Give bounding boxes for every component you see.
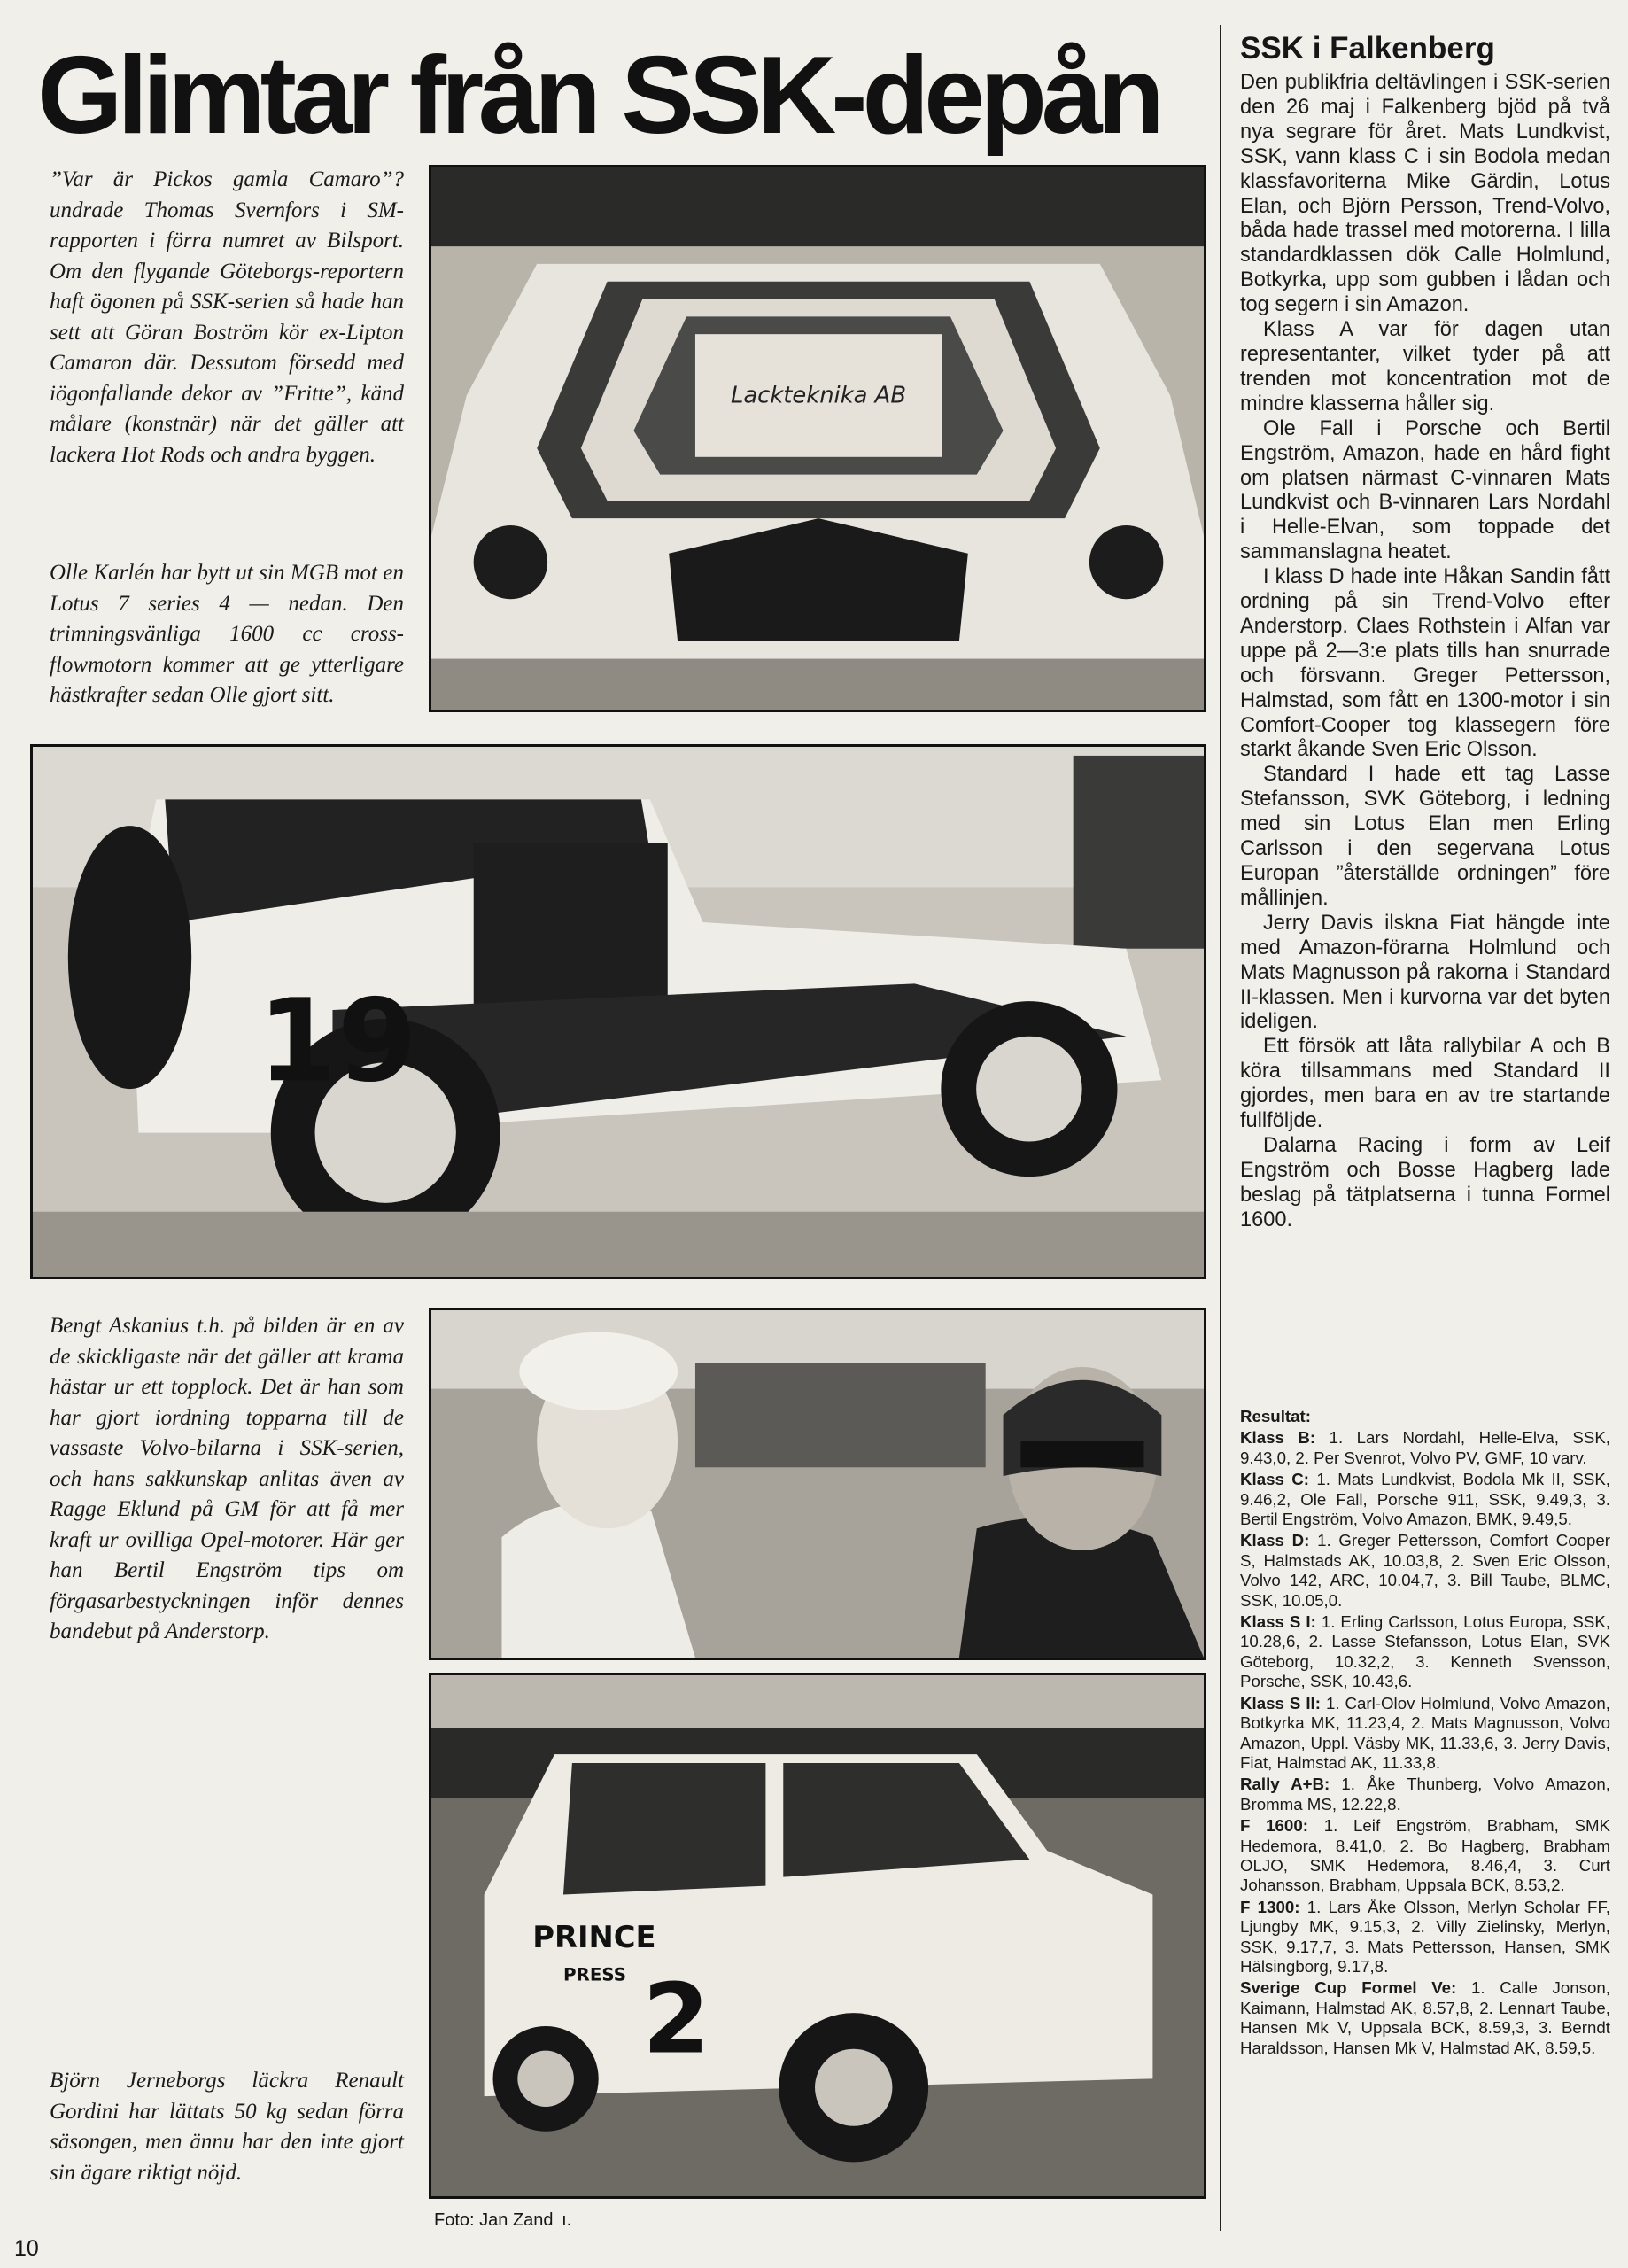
caption-lotus: Olle Karlén har bytt ut sin MGB mot en Lotus 7 series 4 — nedan. Den trimningsvänliga 1600 cc cross-flowmotorn kommer att ge ytterligare hästkrafter sedan Olle gjort sitt. — [50, 561, 404, 707]
photo-camaro — [429, 165, 1206, 712]
photo-gordini — [429, 1673, 1206, 2199]
article-paragraph: Ole Fall i Porsche och Bertil Engström, Amazon, hade en hård fight om platsen närmast C-vinnaren Mats Lundkvist och B-vinnaren Lars Nordahl i Helle-Elvan, som toppade det sammanslagna heatet. — [1240, 416, 1610, 564]
result-entry — [1240, 1775, 1610, 1814]
caption-camaro: ”Var är Pickos gamla Camaro”? undrade Thomas Svernfors i SM-rapporten i förra numret av Bilsport. Om den flygande Göteborgs-reportern haft ögonen på SSK-serien så hade han sett att Göran Boström kör ex-Lipton Camaron där. Dessutom försedd med iögonfallande dekor av ”Fritte”, känd målare (konstnär) när det gäller att lackera Hot Rods och andra byggen. — [50, 167, 404, 467]
camaro-hood-text: Lackteknika AB — [730, 382, 907, 409]
caption-askanius: Bengt Askanius t.h. på bilden är en av de skickligaste när det gäller att krama hästar ur ett topplock. Det är han som har gjort iordning topparna till de vassaste Volvo-bilarna i SSK-serien, och hans sakkunskap anlitas även av Ragge Eklund på GM för att få mer kraft ur ovilliga Opel-motorer. Här ger han Bertil Engström tips om förgasarbestyckningen inför dennes bandebut på Anderstorp. — [50, 1314, 404, 1643]
article-paragraph: Ett försök att låta rallybilar A och B köra tillsammans med Standard II gjordes, men bara en av tre startande fullföljde. — [1240, 1035, 1610, 1133]
result-entry — [1240, 1470, 1610, 1529]
result-class: Klass B: — [1240, 1428, 1316, 1448]
photo-askanius — [429, 1308, 1206, 1660]
result-entry — [1240, 1898, 1610, 1977]
headline: Glimtar från SSK-depån — [37, 35, 1159, 157]
column-divider — [1220, 25, 1221, 2231]
result-class: Klass C: — [1240, 1470, 1309, 1489]
result-class: Rally A+B: — [1240, 1775, 1330, 1794]
result-text: 1. Erling Carlsson, Lotus Europa, SSK, 10.28,6, 2. Lasse Stefansson, Lotus Elan, SVK Göteborg, 10.32,2, 3. Kenneth Svensson, Porsche, SSK, 10.43,6. — [1240, 1612, 1610, 1691]
article-title: SSK i Falkenberg — [1240, 31, 1495, 66]
result-entry — [1240, 1978, 1610, 2058]
result-text: 1. Mats Lundkvist, Bodola Mk II, SSK, 9.46,2, Ole Fall, Porsche 911, SSK, 9.49,3, 3. Bertil Engström, Volvo Amazon, BMK, 9.49,5. — [1240, 1470, 1610, 1529]
result-class: Klass S I: — [1240, 1612, 1316, 1632]
article-paragraph: I klass D hade inte Håkan Sandin fått ordning på sin Trend-Volvo efter Anderstorp. Claes Rothstein i Alfan var uppe på 2—3:e plats tills han snurrade och försvann. Greger Pettersson, Halmstad, som fått en 1300-motor i sin Comfort-Cooper tog klassegern före starkt åkande Sven Eric Olsson. — [1240, 565, 1610, 762]
results-title: Resultat: — [1240, 1407, 1311, 1425]
result-class: Sverige Cup Formel Ve: — [1240, 1978, 1457, 1998]
article-paragraph: Klass A var för dagen utan representanter, vilket tyder på att trenden mot koncentration mot de mindre klasserna håller sig. — [1240, 318, 1610, 416]
result-text: 1. Calle Jonson, Kaimann, Halmstad AK, 8.57,8, 2. Lennart Taube, Hansen Mk V, Uppsala BCK, 8.59,3, 3. Berndt Haraldsson, Hansen Mk V, Halmstad AK, 8.59,5. — [1240, 1978, 1610, 2057]
result-text: 1. Lars Nordahl, Helle-Elva, SSK, 9.43,0, 2. Per Svenrot, Volvo PV, GMF, 10 varv. — [1240, 1428, 1610, 1467]
result-text: 1. Åke Thunberg, Volvo Amazon, Bromma MS, 12.22,8. — [1240, 1775, 1610, 1814]
article-body — [1240, 71, 1610, 1233]
results-block — [1240, 1407, 1610, 2060]
result-entry — [1240, 1531, 1610, 1611]
photo-credit: Foto: Jan Zand ı. — [434, 2210, 572, 2230]
lotus-race-number: 19 — [257, 975, 417, 1108]
result-class: F 1600: — [1240, 1816, 1308, 1836]
gordini-brand: PRINCE — [532, 1919, 656, 1954]
caption-gordini: Björn Jerneborgs läckra Renault Gordini har lättats 50 kg sedan förra säsongen, men ännu har den inte gjort sin ägare riktigt nöjd. — [50, 2069, 404, 2185]
result-entry — [1240, 1428, 1610, 1468]
result-text: 1. Lars Åke Olsson, Merlyn Scholar FF, Ljungby MK, 9.15,3, 2. Villy Zielinsky, Merlyn, SSK, 9.17,7, 3. Mats Pettersson, Hansen, SMK Hälsingborg, 9.17,8. — [1240, 1897, 1611, 1976]
gordini-race-number: 2 — [642, 1962, 710, 2076]
article-paragraph: Standard I hade ett tag Lasse Stefansson, SVK Göteborg, i ledning med sin Lotus Elan men Erling Carlsson i den segervana Lotus Europan ”återställde ordningen” före mållinjen. — [1240, 763, 1610, 910]
article-paragraph: Dalarna Racing i form av Leif Engström och Bosse Hagberg lade beslag på tätplatserna i tunna Formel 1600. — [1240, 1133, 1610, 1231]
page-number: 10 — [14, 2236, 39, 2261]
result-class: F 1300: — [1240, 1897, 1300, 1916]
result-class: Klass D: — [1240, 1531, 1310, 1550]
result-text: 1. Greger Pettersson, Comfort Cooper S, Halmstads AK, 10.03,8, 2. Sven Eric Olsson, Volvo 142, ARC, 10.04,7, 3. Bill Taube, BLMC, SSK, 10.05,0. — [1240, 1531, 1610, 1610]
result-class: Klass S II: — [1240, 1693, 1321, 1713]
result-entry — [1240, 1694, 1610, 1774]
gordini-sub: PRESS — [562, 1964, 627, 1985]
result-text: 1. Carl-Olov Holmlund, Volvo Amazon, Botkyrka MK, 11.23,4, 2. Mats Magnusson, Volvo Amazon, Uppl. Väsby MK, 11.33,6, 3. Jerry Davis, Fiat, Halmstad AK, 11.33,8. — [1240, 1693, 1610, 1772]
article-paragraph: Jerry Davis ilskna Fiat hängde inte med Amazon-förarna Holmlund och Mats Magnusson på rakorna i Standard II-klassen. Men i kurvorna var det byten ideligen. — [1240, 911, 1610, 1034]
article-paragraph: Den publikfria deltävlingen i SSK-serien den 26 maj i Falkenberg bjöd på två nya segrare för året. Mats Lundkvist, SSK, vann klass C i sin Bodola medan klassfavoriterna Mike Gärdin, Lotus Elan, och Björn Persson, Trend-Volvo, båda hade trassel med motorerna. I lilla standardklassen dök Calle Holmlund, Botkyrka, upp som gubben i lådan och tog segern i sin Amazon. — [1240, 71, 1610, 317]
result-text: 1. Leif Engström, Brabham, SMK Hedemora, 8.41,0, 2. Bo Hagberg, Brabham OLJO, SMK Hedemora, 8.46,4, 3. Curt Johansson, Brabham, Uppsala BCK, 8.53,2. — [1240, 1816, 1610, 1895]
result-entry — [1240, 1816, 1610, 1896]
photo-lotus — [30, 744, 1206, 1279]
result-entry — [1240, 1612, 1610, 1692]
